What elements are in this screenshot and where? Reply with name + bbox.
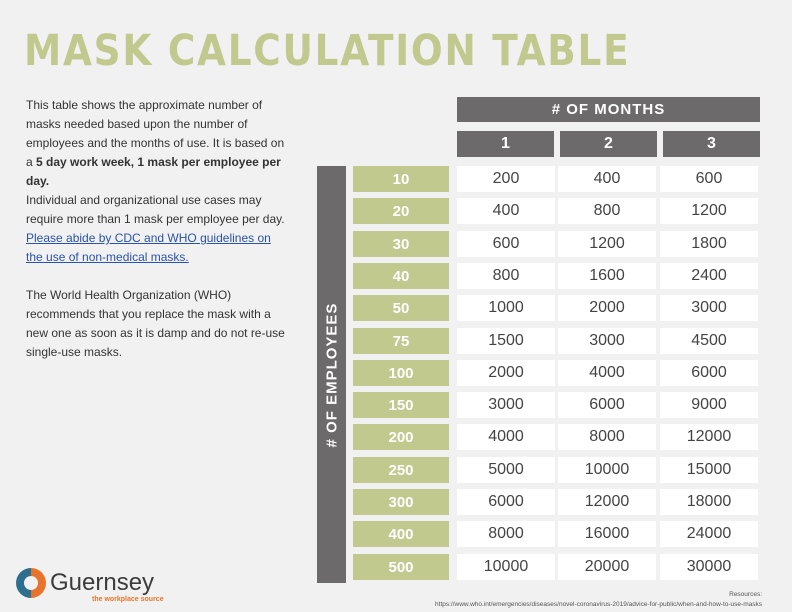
mask-count-cell: 1200 <box>660 198 758 224</box>
employees-cell: 20 <box>353 198 449 224</box>
mask-count-cell: 12000 <box>558 489 656 515</box>
intro-bold-text: 5 day work week, 1 mask per employee per day. <box>26 155 281 188</box>
mask-count-cell: 3000 <box>660 295 758 321</box>
employees-cell: 50 <box>353 295 449 321</box>
mask-count-cell: 6000 <box>457 489 555 515</box>
mask-count-cell: 400 <box>558 166 656 192</box>
mask-count-cell: 20000 <box>558 554 656 580</box>
resources-url: https://www.who.int/emergencies/diseases/novel-coronavirus-2019/advice-for-public/when-and-how-to-use-masks <box>435 601 762 608</box>
logo-tagline: the workplace source <box>92 596 164 603</box>
mask-count-cell: 12000 <box>660 424 758 450</box>
mask-count-cell: 800 <box>558 198 656 224</box>
mask-count-cell: 6000 <box>660 360 758 386</box>
employees-cell: 100 <box>353 360 449 386</box>
mask-count-cell: 18000 <box>660 489 758 515</box>
employees-cell: 150 <box>353 392 449 418</box>
mask-count-cell: 1800 <box>660 231 758 257</box>
mask-count-cell: 3000 <box>457 392 555 418</box>
mask-count-cell: 400 <box>457 198 555 224</box>
mask-count-cell: 10000 <box>558 457 656 483</box>
table-row <box>0 392 792 419</box>
employees-cell: 500 <box>353 554 449 580</box>
mask-count-cell: 1600 <box>558 263 656 289</box>
table-row <box>0 457 792 484</box>
mask-count-cell: 5000 <box>457 457 555 483</box>
employees-cell: 300 <box>353 489 449 515</box>
mask-count-cell: 8000 <box>457 521 555 547</box>
month-col-2: 2 <box>560 131 657 157</box>
intro-paragraph-3: The World Health Organization (WHO) recommends that you replace the mask with a new one as soon as it is damp and do not re-use single-use masks. <box>26 288 285 359</box>
mask-count-cell: 4500 <box>660 328 758 354</box>
employees-header-label: # OF EMPLOYEES <box>323 302 340 447</box>
mask-count-cell: 200 <box>457 166 555 192</box>
table-row <box>0 263 792 290</box>
employees-cell: 10 <box>353 166 449 192</box>
mask-count-cell: 24000 <box>660 521 758 547</box>
mask-count-cell: 800 <box>457 263 555 289</box>
employees-cell: 250 <box>353 457 449 483</box>
mask-count-cell: 1500 <box>457 328 555 354</box>
intro-text <box>26 96 288 362</box>
mask-count-cell: 4000 <box>457 424 555 450</box>
employees-cell: 200 <box>353 424 449 450</box>
employees-cell: 400 <box>353 521 449 547</box>
employees-cell: 75 <box>353 328 449 354</box>
mask-count-cell: 3000 <box>558 328 656 354</box>
mask-count-cell: 1000 <box>457 295 555 321</box>
mask-count-cell: 8000 <box>558 424 656 450</box>
mask-count-cell: 9000 <box>660 392 758 418</box>
table-row <box>0 328 792 355</box>
mask-count-cell: 4000 <box>558 360 656 386</box>
table-row <box>0 489 792 516</box>
table-row <box>0 360 792 387</box>
table-row <box>0 198 792 225</box>
logo-name: Guernsey <box>50 569 155 596</box>
table-row <box>0 166 792 193</box>
mask-count-cell: 2000 <box>457 360 555 386</box>
mask-count-cell: 2400 <box>660 263 758 289</box>
mask-count-cell: 30000 <box>660 554 758 580</box>
mask-count-cell: 6000 <box>558 392 656 418</box>
table-row <box>0 424 792 451</box>
mask-count-cell: 15000 <box>660 457 758 483</box>
month-col-1: 1 <box>457 131 554 157</box>
table-row <box>0 295 792 322</box>
employees-cell: 30 <box>353 231 449 257</box>
table-row <box>0 521 792 548</box>
resources <box>435 590 762 610</box>
employees-cell: 40 <box>353 263 449 289</box>
table-row <box>0 231 792 258</box>
guidelines-link[interactable]: Please abide by CDC and WHO guidelines on the use of non-medical masks. <box>26 231 271 264</box>
mask-count-cell: 600 <box>660 166 758 192</box>
resources-label: Resources: <box>729 591 762 598</box>
mask-count-cell: 600 <box>457 231 555 257</box>
page-title: MASK CALCULATION TABLE <box>24 26 631 76</box>
months-header: # OF MONTHS <box>457 97 760 122</box>
mask-count-cell: 16000 <box>558 521 656 547</box>
mask-count-cell: 2000 <box>558 295 656 321</box>
guernsey-logo <box>16 568 166 604</box>
guernsey-logo-icon <box>16 568 46 598</box>
mask-count-cell: 1200 <box>558 231 656 257</box>
month-col-3: 3 <box>663 131 760 157</box>
mask-count-cell: 10000 <box>457 554 555 580</box>
intro-paragraph-2: Individual and organizational use cases may require more than 1 mask per employee per day. <box>26 193 285 226</box>
intro-text-1: This table shows the approximate number of masks needed based upon the number of employees and the months of use. It is based on a <box>26 98 285 169</box>
